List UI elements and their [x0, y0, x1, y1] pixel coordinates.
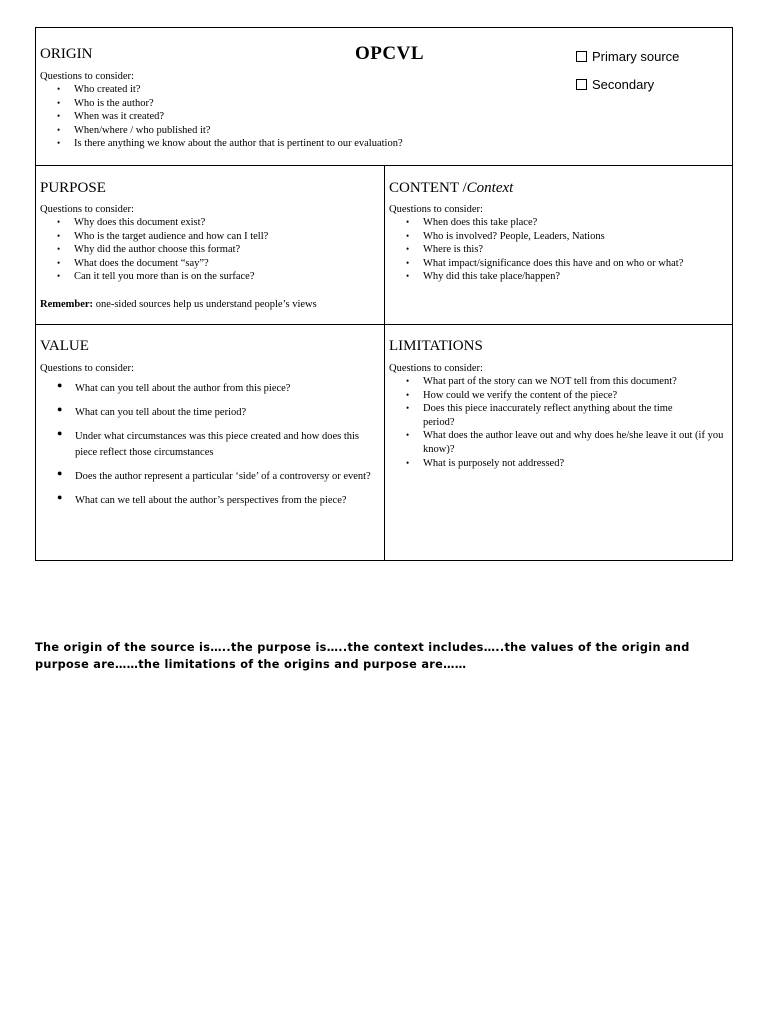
- list-item: • Who is the author?: [40, 97, 403, 111]
- list-item: • Can it tell you more than is on the surface?: [40, 270, 268, 284]
- list-item: • What impact/significance does this have and on who or what?: [389, 257, 703, 271]
- list-item: • Who created it?: [40, 83, 403, 97]
- secondary-source-option[interactable]: [576, 77, 654, 93]
- list-item: • How could we verify the content of the piece?: [389, 389, 729, 403]
- origin-question-list: [40, 83, 403, 151]
- remember-text: one-sided sources help us understand people’s views: [93, 299, 317, 310]
- primary-source-option[interactable]: [576, 49, 679, 65]
- list-item: ● What can you tell about the time period?: [40, 405, 380, 421]
- page-title: OPCVL: [355, 43, 424, 64]
- checkbox-icon[interactable]: [576, 51, 587, 62]
- list-item: • Why did this take place/happen?: [389, 270, 714, 284]
- list-item: • When was it created?: [40, 110, 403, 124]
- checkbox-icon[interactable]: [576, 79, 587, 90]
- summary-template-text: The origin of the source is…..the purpose is…..the context includes…..the values of the origin and purpose are……the limitations of the origins and purpose are……: [35, 641, 690, 671]
- list-item: • When/where / who published it?: [40, 124, 403, 138]
- list-item: • Who is involved? People, Leaders, Nations: [389, 230, 714, 244]
- limitations-question-list: [389, 375, 729, 470]
- purpose-heading: PURPOSE: [40, 180, 106, 196]
- list-item: ● Does the author represent a particular ‘side’ of a controversy or event?: [40, 469, 380, 485]
- content-heading-text: CONTENT /: [389, 180, 467, 196]
- limitations-intro: Questions to consider:: [389, 363, 483, 374]
- value-intro: Questions to consider:: [40, 363, 134, 374]
- list-item: • What is purposely not addressed?: [389, 457, 729, 471]
- list-item: • Is there anything we know about the author that is pertinent to our evaluation?: [40, 137, 403, 151]
- list-item: • What does the document “say”?: [40, 257, 268, 271]
- content-intro: Questions to consider:: [389, 204, 483, 215]
- column-divider: [384, 165, 385, 561]
- list-item: ● What can you tell about the author from this piece?: [40, 381, 380, 397]
- limitations-heading: LIMITATIONS: [389, 338, 483, 354]
- list-item: • Does this piece inaccurately reflect anything about the time period?: [389, 402, 703, 429]
- list-item: • Why did the author choose this format?: [40, 243, 268, 257]
- content-question-list: [389, 216, 714, 284]
- list-item: • When does this take place?: [389, 216, 714, 230]
- list-item: ● What can we tell about the author’s perspectives from the piece?: [40, 493, 380, 509]
- list-item: • What part of the story can we NOT tell from this document?: [389, 375, 729, 389]
- list-item: • Who is the target audience and how can I tell?: [40, 230, 268, 244]
- origin-heading: ORIGIN: [40, 46, 93, 62]
- remember-label: Remember:: [40, 299, 94, 310]
- purpose-intro: Questions to consider:: [40, 204, 134, 215]
- list-item: ● Under what circumstances was this piece created and how does this piece reflect those circumstances: [40, 429, 380, 460]
- primary-source-label: Primary source: [592, 49, 680, 64]
- secondary-source-label: Secondary: [592, 77, 655, 92]
- content-heading: [389, 179, 513, 197]
- value-question-list: [40, 381, 380, 517]
- purpose-question-list: [40, 216, 268, 284]
- context-heading-text: Context: [466, 180, 514, 196]
- value-heading: VALUE: [40, 338, 89, 354]
- list-item: • Where is this?: [389, 243, 714, 257]
- list-item: • Why does this document exist?: [40, 216, 268, 230]
- remember-note: [40, 298, 317, 311]
- origin-intro: Questions to consider:: [40, 71, 134, 82]
- list-item: • What does the author leave out and why does he/she leave it out (if you know)?: [389, 429, 729, 456]
